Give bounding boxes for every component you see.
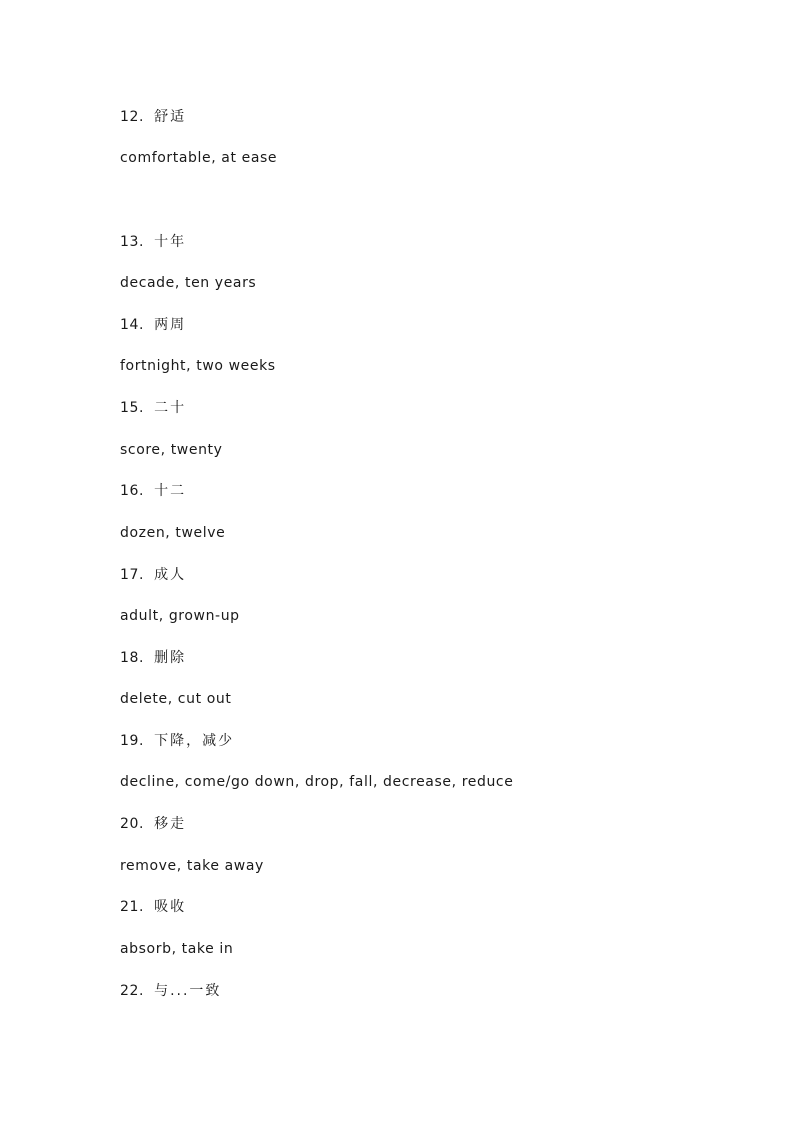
entry-16-definition: dozen, twelve — [120, 525, 226, 541]
entry-number: 22. — [120, 983, 145, 999]
entry-19-heading — [120, 732, 234, 750]
entry-15-definition: score, twenty — [120, 442, 223, 458]
entry-number: 17. — [120, 567, 145, 583]
entry-20-heading — [120, 815, 186, 833]
entry-14-definition: fortnight, two weeks — [120, 358, 276, 374]
entry-number: 14. — [120, 317, 145, 333]
entry-number: 15. — [120, 400, 145, 416]
entry-term: 十二 — [154, 483, 187, 499]
entry-number: 18. — [120, 650, 145, 666]
entry-20-definition: remove, take away — [120, 858, 264, 874]
entry-12-definition: comfortable, at ease — [120, 150, 278, 166]
entry-13-definition: decade, ten years — [120, 275, 257, 291]
entry-number: 13. — [120, 234, 145, 250]
entry-term: 舒适 — [154, 109, 187, 125]
entry-term: 二十 — [154, 400, 187, 416]
entry-number: 16. — [120, 483, 145, 499]
entry-12-heading — [120, 108, 186, 126]
entry-number: 21. — [120, 899, 145, 915]
entry-term: 下降，减少 — [154, 733, 235, 749]
entry-19-definition: decline, come/go down, drop, fall, decrease, reduce — [120, 774, 514, 790]
entry-18-heading — [120, 649, 186, 667]
entry-term: 成人 — [154, 567, 187, 583]
entry-term: 与...一致 — [154, 983, 222, 999]
entry-14-heading — [120, 316, 186, 334]
entry-term: 吸收 — [154, 899, 187, 915]
entry-term: 两周 — [154, 317, 187, 333]
entry-15-heading — [120, 399, 186, 417]
entry-number: 19. — [120, 733, 145, 749]
entry-term: 移走 — [154, 816, 187, 832]
entry-term: 十年 — [154, 234, 187, 250]
entry-13-heading — [120, 233, 186, 251]
entry-number: 20. — [120, 816, 145, 832]
entry-18-definition: delete, cut out — [120, 691, 232, 707]
entry-number: 12. — [120, 109, 145, 125]
entry-22-heading — [120, 982, 221, 1000]
entry-21-definition: absorb, take in — [120, 941, 234, 957]
entry-21-heading — [120, 898, 186, 916]
entry-17-definition: adult, grown-up — [120, 608, 240, 624]
entry-term: 删除 — [154, 650, 187, 666]
entry-16-heading — [120, 482, 186, 500]
entry-17-heading — [120, 566, 186, 584]
